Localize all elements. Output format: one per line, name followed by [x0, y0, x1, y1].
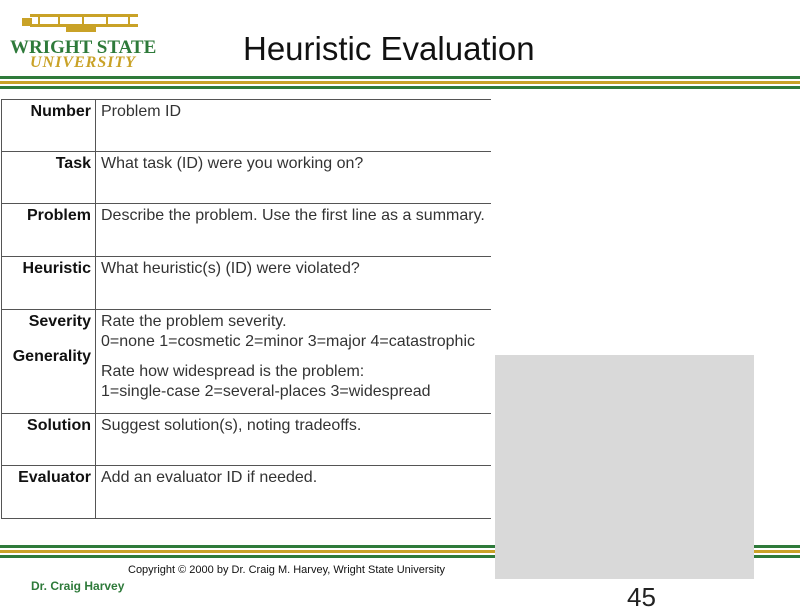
generality-description: Rate how widespread is the problem: [101, 363, 365, 380]
row-label: Number [2, 100, 96, 152]
row-description: Suggest solution(s), noting tradeoffs. [96, 414, 492, 466]
row-label: Heuristic [2, 257, 96, 310]
row-description: What task (ID) were you working on? [96, 152, 492, 204]
table-row [2, 414, 492, 466]
copyright-notice: Copyright © 2000 by Dr. Craig M. Harvey, Wright State University [128, 564, 446, 576]
university-logo [8, 10, 158, 72]
table-row [2, 100, 492, 152]
table-row [2, 310, 492, 414]
table-row [2, 152, 492, 204]
generality-scale: 1=single-case 2=several-places 3=widespread [101, 383, 431, 400]
row-label: Evaluator [2, 466, 96, 519]
logo-text-wright-state: WRIGHT STATE [10, 37, 157, 58]
row-description: Problem ID [96, 100, 492, 152]
heuristic-evaluation-form [1, 99, 491, 519]
severity-label: Severity [28, 313, 91, 330]
header-divider [0, 76, 800, 91]
row-label [2, 310, 96, 414]
severity-description: Rate the problem severity. [101, 313, 287, 330]
table-row [2, 466, 492, 519]
row-description [96, 310, 492, 414]
row-description: What heuristic(s) (ID) were violated? [96, 257, 492, 310]
biplane-logo-icon [8, 10, 158, 40]
author-name: Dr. Craig Harvey [31, 579, 125, 593]
table-row [2, 204, 492, 257]
generality-label: Generality [12, 348, 91, 365]
slide-title: Heuristic Evaluation [243, 30, 535, 67]
logo-text-university: UNIVERSITY [29, 54, 137, 71]
page-number: 45 [627, 582, 656, 612]
row-description: Describe the problem. Use the first line as a summary. [96, 204, 492, 257]
severity-scale: 0=none 1=cosmetic 2=minor 3=major 4=catastrophic [101, 333, 475, 350]
row-description: Add an evaluator ID if needed. [96, 466, 492, 519]
row-label: Solution [2, 414, 96, 466]
image-placeholder [495, 355, 754, 579]
row-label: Problem [2, 204, 96, 257]
table-row [2, 257, 492, 310]
row-label: Task [2, 152, 96, 204]
